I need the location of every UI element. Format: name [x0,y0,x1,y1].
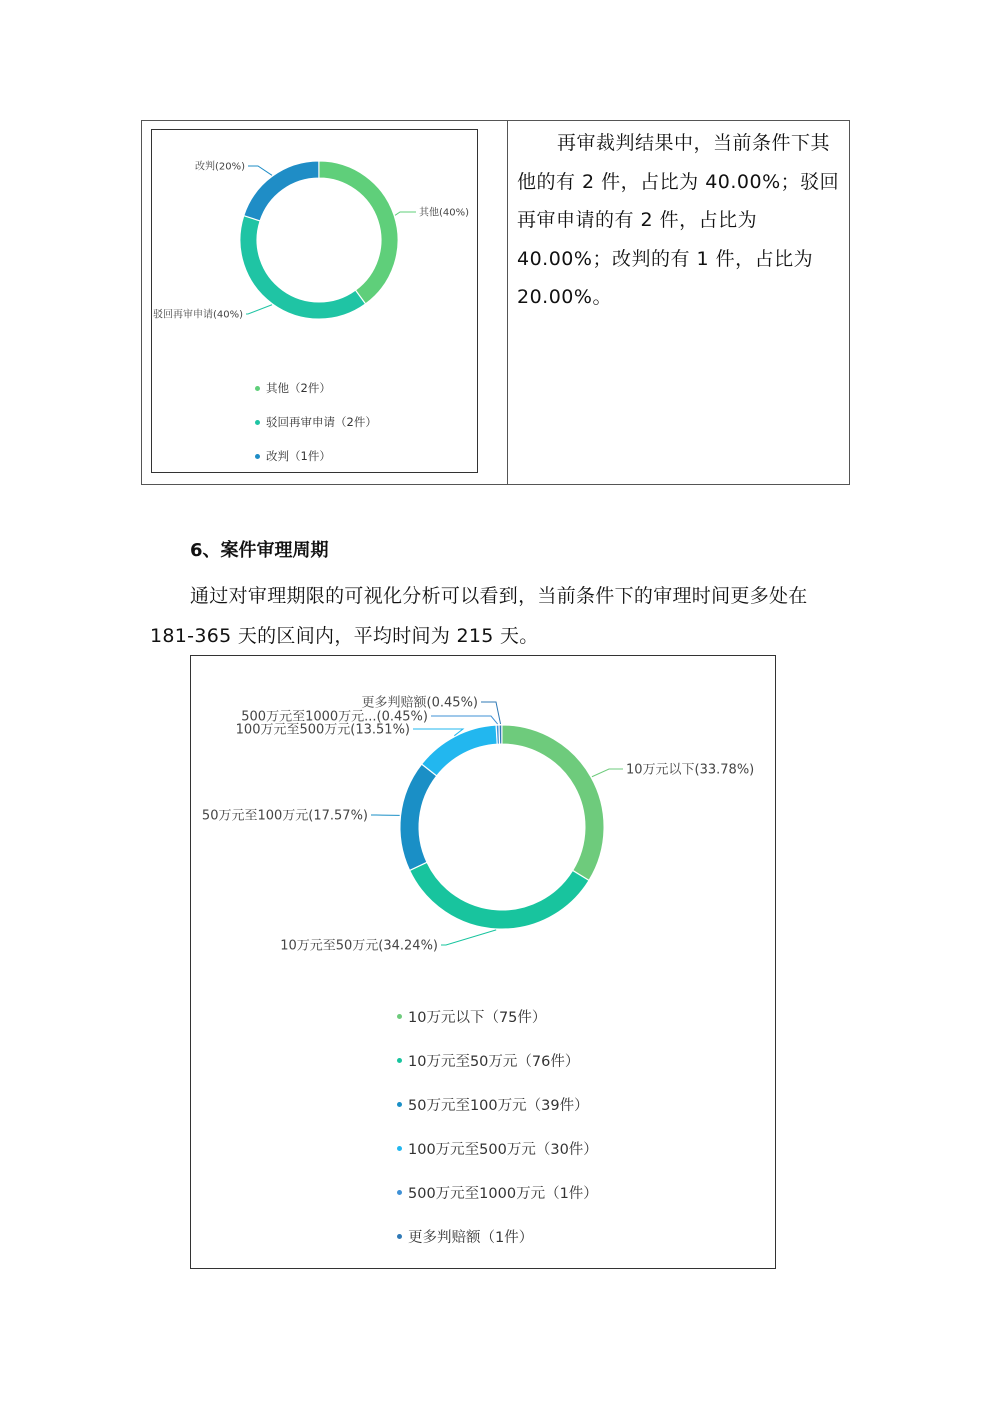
slice-label-leader-1 [592,769,623,777]
slice-label-leader-2 [246,305,272,314]
legend-item-2[interactable] [397,1050,579,1071]
slice-label-leader-6 [481,702,501,724]
donut-slice-2[interactable] [240,216,365,319]
legend-item-1[interactable] [397,1006,546,1027]
legend-label: 10万元至50万元（76件） [408,1054,580,1070]
legend-label: 10万元以下（75件） [408,1010,547,1026]
legend-item-6[interactable] [397,1226,533,1247]
slice-label-leader-4 [413,729,463,736]
donut-slice-1[interactable] [319,161,398,304]
slice-label-2: 驳回再审申请(40%) [152,309,243,321]
donut-slice-3[interactable] [400,764,437,870]
legend-item-2[interactable] [255,414,377,430]
legend-label: 其他（2件） [266,381,331,395]
slice-label-1: 其他(40%) [419,207,470,219]
legend-dot-icon [397,1146,402,1151]
legend-item-1[interactable] [255,380,331,396]
slice-label-leader-5 [431,716,498,724]
legend-label: 驳回再审申请（2件） [266,415,377,429]
legend-label: 50万元至100万元（39件） [408,1098,589,1114]
legend-dot-icon [397,1102,402,1107]
slice-label-2: 10万元至50万元(34.24%) [280,938,438,954]
legend-dot-icon [397,1234,402,1239]
retrial-result-description: 再审裁判结果中，当前条件下其他的有 2 件，占比为 40.00%；驳回再审申请的有 2 件，占比为 40.00%；改判的有 1 件，占比为 20.00%。 [517,132,840,308]
compensation-donut-chart [191,656,774,1267]
slice-label-4: 100万元至500万元(13.51%) [235,722,410,738]
legend-item-3[interactable] [397,1094,589,1115]
donut-slice-6[interactable] [499,725,502,744]
slice-label-5: 500万元至1000万元...(0.45%) [241,709,428,725]
slice-label-leader-2 [441,930,496,945]
legend-label: 改判（1件） [266,449,331,463]
donut-slice-1[interactable] [502,725,604,880]
legend-item-4[interactable] [397,1138,598,1159]
donut-slice-3[interactable] [244,161,319,221]
slice-label-leader-3 [248,166,272,175]
slice-label-6: 更多判赔额(0.45%) [361,695,478,711]
legend-label: 100万元至500万元（30件） [408,1142,598,1158]
donut-slice-2[interactable] [410,862,589,929]
slice-label-1: 10万元以下(33.78%) [626,762,755,778]
retrial-result-chart-frame [151,129,478,473]
trial-period-paragraph: 通过对审理期限的可视化分析可以看到，当前条件下的审理时间更多处在181-365 天的区间内，平均时间为 215 天。 [150,585,808,647]
compensation-chart-frame [190,655,776,1269]
legend-dot-icon [255,454,260,459]
legend-item-3[interactable] [255,448,331,464]
legend-label: 500万元至1000万元（1件） [408,1186,598,1202]
table-divider [507,120,508,485]
legend-dot-icon [255,386,260,391]
legend-label: 更多判赔额（1件） [408,1230,534,1246]
legend-item-5[interactable] [397,1182,598,1203]
donut-slice-4[interactable] [422,725,497,776]
slice-label-3: 改判(20%) [194,161,245,173]
legend-dot-icon [397,1190,402,1195]
legend-dot-icon [255,420,260,425]
section-heading: 6、案件审理周期 [190,540,329,561]
slice-label-3: 50万元至100万元(17.57%) [201,808,368,824]
legend-dot-icon [397,1058,402,1063]
slice-label-leader-1 [395,212,416,215]
legend-dot-icon [397,1014,402,1019]
